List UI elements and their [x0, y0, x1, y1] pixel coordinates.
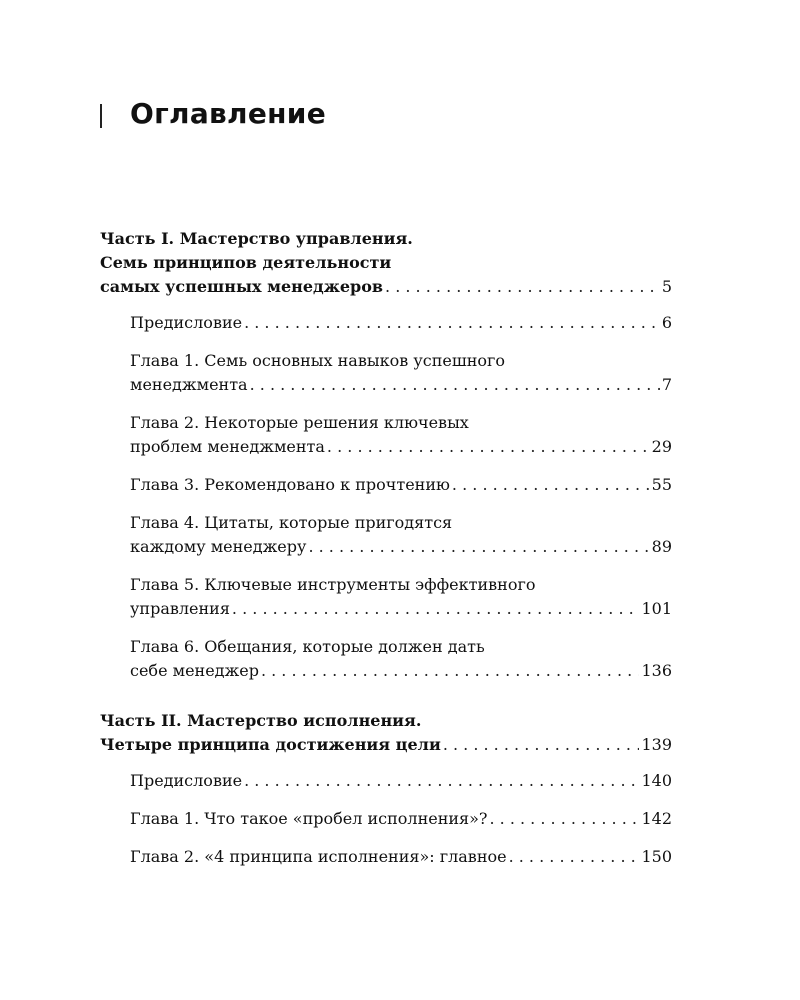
toc-entry-title-line: Предисловие — [130, 313, 243, 332]
page-title: Оглавление — [130, 97, 327, 130]
dot-leader — [385, 275, 660, 299]
toc-entry-last-line — [130, 435, 672, 459]
toc-page-number: 139 — [641, 735, 672, 754]
toc-entry-title-line: Часть II. Мастерство исполнения. — [100, 711, 422, 730]
toc-chapter-entry[interactable] — [100, 635, 672, 683]
toc-page-number: 6 — [661, 313, 672, 332]
toc-entry-title-line: Глава 2. Некоторые решения ключевых — [130, 413, 469, 432]
dot-leader — [443, 733, 640, 757]
toc-entry-last-line — [130, 597, 672, 621]
dot-leader — [250, 373, 660, 397]
toc-entry-last-line — [130, 473, 672, 497]
toc-entry-last-line — [130, 373, 672, 397]
toc-entry-title-line: проблем менеджмента — [130, 437, 325, 456]
toc-chapter-entry[interactable] — [100, 349, 672, 397]
toc-entry-title-line: Глава 2. «4 принципа исполнения»: главное — [130, 847, 507, 866]
dot-leader — [261, 659, 640, 683]
toc-entry-title-line: себе менеджер — [130, 661, 259, 680]
toc-entry-last-line — [130, 535, 672, 559]
toc-page-number: 29 — [651, 437, 672, 456]
toc-entry-title-line: Глава 4. Цитаты, которые пригодятся — [130, 513, 453, 532]
toc-entry-title-line: Глава 3. Рекомендовано к прочтению — [130, 475, 450, 494]
toc-chapter-entry[interactable] — [100, 311, 672, 335]
dot-leader — [452, 473, 650, 497]
toc-part-entry[interactable] — [100, 227, 672, 299]
toc-entry-title-line: Предисловие — [130, 771, 243, 790]
toc-entry-title-line: менеджмента — [130, 375, 248, 394]
toc-page-number: 7 — [661, 375, 672, 394]
toc-page-number: 136 — [641, 661, 672, 680]
toc-entry-last-line — [130, 845, 672, 869]
toc-page-number: 55 — [651, 475, 672, 494]
dot-leader — [308, 535, 649, 559]
toc-entry-last-line — [130, 807, 672, 831]
toc-entry-last-line — [100, 275, 672, 299]
toc-entry-last-line — [100, 733, 672, 757]
toc-page-number: 101 — [641, 599, 672, 618]
toc-entry-last-line — [130, 769, 672, 793]
toc-entry-title-line: управления — [130, 599, 230, 618]
toc-part-entry[interactable] — [100, 709, 672, 757]
dot-leader — [232, 597, 640, 621]
toc-entry-title-line: Семь принципов деятельности — [100, 253, 392, 272]
toc-chapter-entry[interactable] — [100, 511, 672, 559]
title-bar-decoration — [100, 104, 102, 128]
dot-leader — [244, 769, 639, 793]
toc-entry-title-line: Глава 1. Что такое «пробел исполнения»? — [130, 809, 488, 828]
toc-entry-title-line: Четыре принципа достижения цели — [100, 735, 441, 754]
dot-leader — [244, 311, 660, 335]
dot-leader — [327, 435, 650, 459]
toc-entry-title-line: самых успешных менеджеров — [100, 277, 384, 296]
toc-page-number: 142 — [641, 809, 672, 828]
toc-page-number: 5 — [661, 277, 672, 296]
toc-page-number: 89 — [651, 537, 672, 556]
toc-chapter-entry[interactable] — [100, 573, 672, 621]
toc-entry-last-line — [130, 311, 672, 335]
toc-entry-title-line: Глава 6. Обещания, которые должен дать — [130, 637, 485, 656]
toc-entry-last-line — [130, 659, 672, 683]
toc-chapter-entry[interactable] — [100, 769, 672, 793]
toc-entry-title-line: Глава 5. Ключевые инструменты эффективного — [130, 575, 536, 594]
toc-chapter-entry[interactable] — [100, 473, 672, 497]
toc-page-number: 140 — [641, 771, 672, 790]
dot-leader — [509, 845, 640, 869]
toc-entry-title-line: каждому менеджеру — [130, 537, 307, 556]
toc-chapter-entry[interactable] — [100, 845, 672, 869]
toc-page-number: 150 — [641, 847, 672, 866]
toc-entry-title-line: Часть I. Мастерство управления. — [100, 229, 413, 248]
toc-chapter-entry[interactable] — [100, 807, 672, 831]
table-of-contents — [100, 227, 672, 883]
toc-chapter-entry[interactable] — [100, 411, 672, 459]
toc-entry-title-line: Глава 1. Семь основных навыков успешного — [130, 351, 506, 370]
dot-leader — [489, 807, 639, 831]
